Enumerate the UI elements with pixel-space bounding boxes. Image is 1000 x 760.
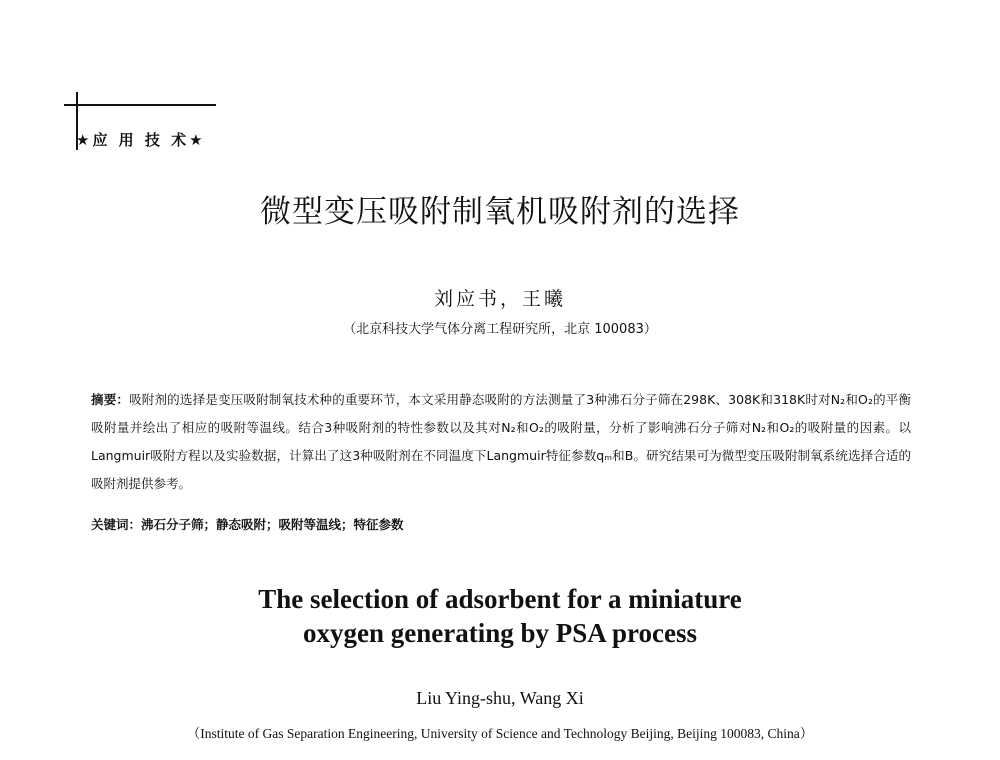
english-title-line-2: oxygen generating by PSA process	[302, 618, 697, 648]
english-affiliation: （Institute of Gas Separation Engineering, University of Science and Technology Beijing, Beijing 100083, China）	[186, 726, 814, 741]
english-title	[0, 582, 1000, 650]
section-tag: ★应 用 技 术★	[76, 131, 206, 149]
english-authors: Liu Ying-shu, Wang Xi	[416, 688, 584, 708]
abstract	[91, 386, 911, 498]
english-title-line-1: The selection of adsorbent for a miniature	[258, 584, 742, 614]
crop-mark-horizontal-line	[64, 104, 216, 106]
chinese-title: 微型变压吸附制氧机吸附剂的选择	[260, 194, 740, 230]
keywords-label: 关键词：	[91, 517, 142, 532]
abstract-text: 吸附剂的选择是变压吸附制氧技术种的重要环节，本文采用静态吸附的方法测量了3种沸石分子筛在298K、308K和318K时对N₂和O₂的平衡吸附量并绘出了相应的吸附等温线。结合3种吸附剂的特性参数以及其对N₂和O₂的吸附量，分析了影响沸石分子筛对N₂和O₂的吸附量的因素。以Langmuir吸附方程以及实验数据，计算出了这3种吸附剂在不同温度下Langmuir特征参数qₘ和B。研究结果可为微型变压吸附制氧系统选择合适的吸附剂提供参考。	[91, 392, 911, 491]
chinese-authors: 刘应书，王曦	[433, 288, 566, 310]
chinese-affiliation: （北京科技大学气体分离工程研究所，北京 100083）	[343, 322, 657, 337]
keywords	[91, 515, 911, 533]
abstract-label: 摘要：	[91, 392, 130, 407]
keywords-text: 沸石分子筛；静态吸附；吸附等温线；特征参数	[141, 517, 404, 532]
